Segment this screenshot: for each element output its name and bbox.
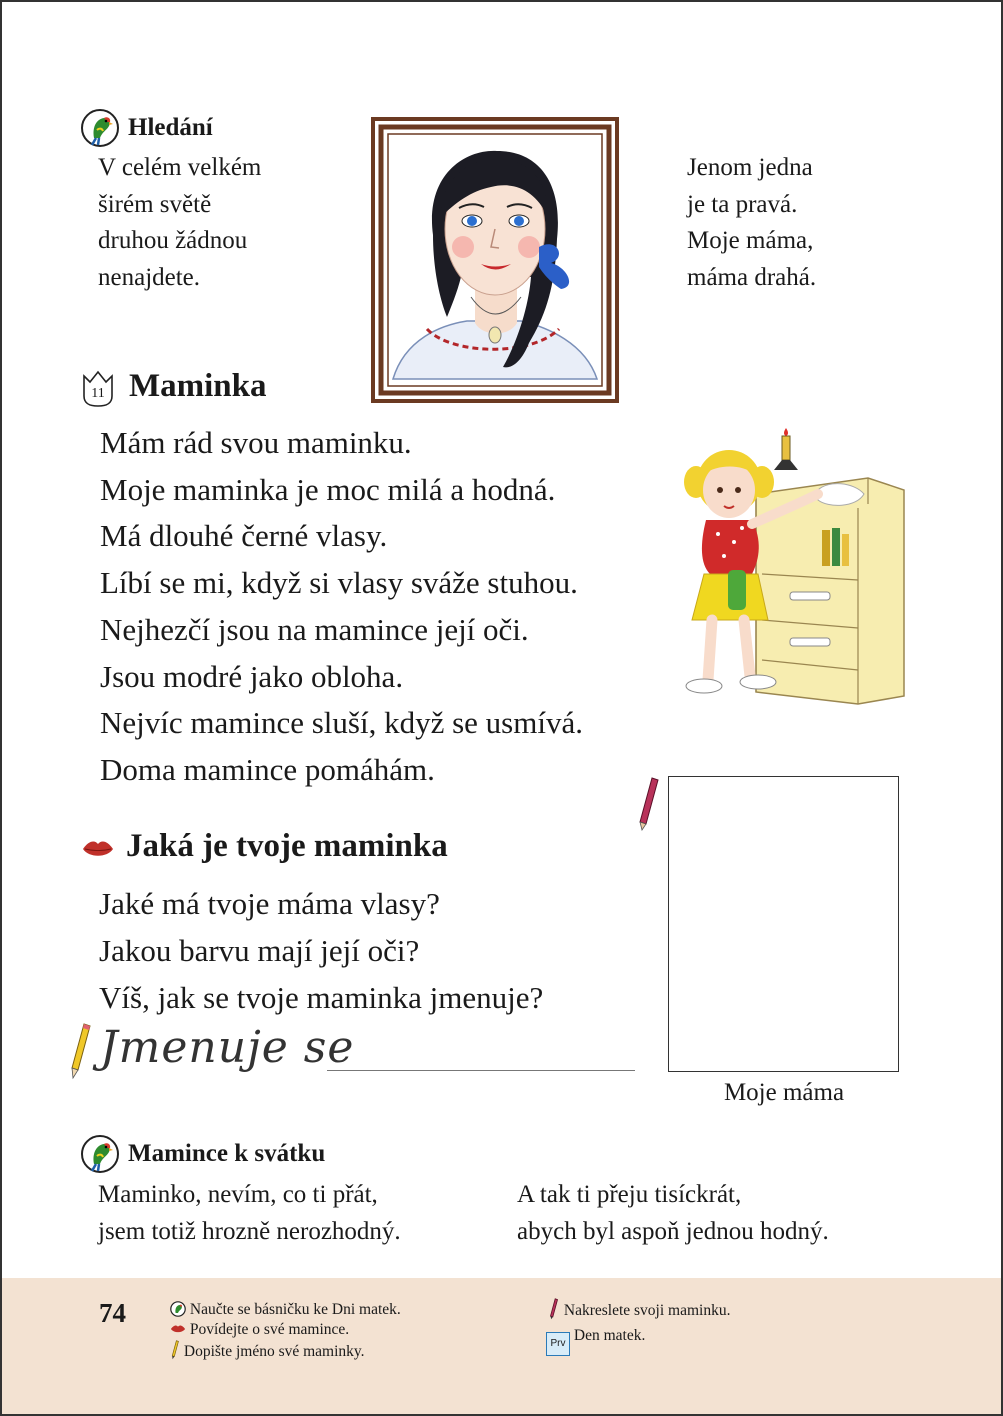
- text-line: Má dlouhé černé vlasy.: [100, 518, 388, 554]
- verse-line: je ta pravá.: [687, 190, 798, 218]
- pencil-icon: [638, 776, 660, 837]
- mother-portrait: [371, 117, 619, 403]
- verse-line: A tak ti přeju tisíckrát,: [517, 1181, 742, 1208]
- handwriting-prompt: Jmenuje se: [100, 1022, 355, 1073]
- footer-note-pencil: [170, 1340, 365, 1362]
- footer-note-lips: [170, 1320, 349, 1340]
- verse-line: Moje máma,: [687, 227, 814, 254]
- question-line: Jaké má tvoje máma vlasy?: [99, 886, 440, 921]
- lips-icon: [170, 1320, 186, 1340]
- hledani-title: Hledání: [128, 114, 213, 141]
- text-line: Líbí se mi, když si vlasy sváže stuhou.: [100, 565, 578, 601]
- girl-dusting-illustration: [678, 424, 910, 706]
- text-line: Mám rád svou maminku.: [100, 425, 412, 460]
- track-number: 11: [91, 386, 105, 401]
- maminka-text: [100, 420, 583, 794]
- hledani-right-stanza: [687, 150, 816, 296]
- verse-line: nenajdete.: [98, 263, 201, 291]
- drawing-box[interactable]: [668, 776, 899, 1072]
- svatek-right-stanza: [517, 1177, 829, 1250]
- question-line: Jakou barvu mají její oči?: [99, 933, 420, 968]
- footer-note-text: Naučte se básničku ke Dni matek.: [189, 1301, 401, 1318]
- instructions-footer: [2, 1278, 1001, 1414]
- text-line: Doma mamince pomáhám.: [100, 751, 435, 787]
- footer-note-text: Povídejte o své mamince.: [189, 1321, 350, 1338]
- book-icon: Prv: [546, 1332, 570, 1356]
- footer-note-text: Nakreslete svoji maminku.: [563, 1302, 731, 1319]
- maminka-title: Maminka: [129, 368, 267, 404]
- svatek-title: Mamince k svátku: [128, 1140, 326, 1167]
- pencil-icon: [548, 1298, 560, 1321]
- verse-line: abych byl aspoň jednou hodný.: [517, 1217, 829, 1245]
- text-line: Jsou modré jako obloha.: [100, 658, 404, 694]
- pencil-icon: [68, 1022, 92, 1085]
- parrot-icon: [170, 1300, 186, 1320]
- footer-note-parrot: [170, 1300, 401, 1320]
- lips-icon: [81, 838, 115, 865]
- verse-line: jsem totiž hrozně nerozhodný.: [98, 1217, 401, 1245]
- text-line: Nejhezčí jsou na mamince její oči.: [100, 611, 529, 647]
- verse-line: V celém velkém: [98, 154, 262, 181]
- name-write-line[interactable]: [327, 1070, 635, 1071]
- verse-line: Jenom jedna: [687, 154, 813, 181]
- footer-note-text: Dopište jméno své maminky.: [183, 1343, 365, 1360]
- hledani-left-stanza: [98, 150, 261, 296]
- text-line: Moje maminka je moc milá a hodná.: [100, 471, 556, 507]
- verse-line: Maminko, nevím, co ti přát,: [98, 1181, 378, 1208]
- text-line: Nejvíc mamince sluší, když se usmívá.: [100, 705, 583, 741]
- jaka-questions: [99, 880, 543, 1021]
- verse-line: máma drahá.: [687, 263, 817, 291]
- verse-line: druhou žádnou: [98, 227, 248, 254]
- parrot-icon: [80, 108, 120, 153]
- footer-note-book: [546, 1326, 645, 1356]
- pencil-icon: [170, 1340, 180, 1362]
- parrot-icon: [80, 1134, 120, 1179]
- verse-line: širém světě: [98, 190, 212, 218]
- jaka-title: Jaká je tvoje maminka: [126, 828, 448, 864]
- page-number: 74: [99, 1298, 126, 1328]
- footer-note-draw: [548, 1298, 730, 1321]
- footer-note-text: Den matek.: [573, 1327, 646, 1344]
- drawing-caption: Moje máma: [723, 1079, 845, 1106]
- question-line: Víš, jak se tvoje maminka jmenuje?: [99, 980, 544, 1015]
- svatek-left-stanza: [98, 1177, 401, 1250]
